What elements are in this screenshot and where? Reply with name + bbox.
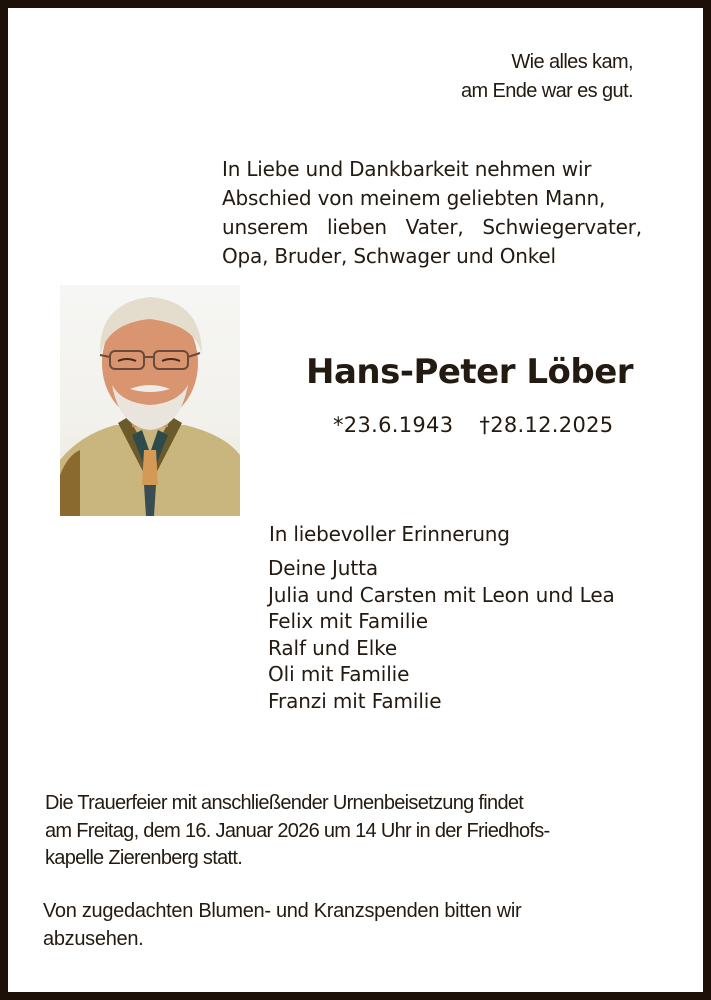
funeral-line: kapelle Zierenberg statt. bbox=[45, 847, 243, 869]
flowers-note bbox=[43, 897, 521, 953]
intro-word: unserem bbox=[222, 215, 309, 239]
mourners-heading: In liebevoller Erinnerung bbox=[269, 522, 510, 546]
funeral-notice bbox=[45, 790, 550, 873]
motto bbox=[461, 48, 633, 106]
portrait-photo bbox=[60, 285, 240, 516]
intro-word: Vater, bbox=[405, 215, 464, 239]
flowers-line: abzusehen. bbox=[43, 928, 144, 950]
intro-line: Abschied von meinem geliebten Mann, bbox=[222, 186, 606, 210]
intro-word: lieben bbox=[327, 215, 387, 239]
mourners-list bbox=[268, 555, 615, 714]
intro-word: Schwiegervater, bbox=[482, 215, 642, 239]
deceased-name: Hans-Peter Löber bbox=[306, 352, 634, 392]
intro-line-justified bbox=[222, 213, 642, 242]
motto-line: Wie alles kam, bbox=[511, 51, 633, 73]
mourner-entry: Ralf und Elke bbox=[268, 635, 398, 660]
funeral-line: Die Trauerfeier mit anschließender Urnenbeisetzung findet bbox=[45, 792, 524, 814]
life-dates bbox=[333, 413, 613, 437]
flowers-line: Von zugedachten Blumen- und Kranzspenden bitten wir bbox=[43, 900, 522, 922]
mourner-entry: Franzi mit Familie bbox=[268, 688, 442, 713]
intro-line: Opa, Bruder, Schwager und Onkel bbox=[222, 244, 556, 268]
mourner-entry: Julia und Carsten mit Leon und Lea bbox=[268, 582, 615, 607]
mourner-entry: Felix mit Familie bbox=[268, 609, 428, 633]
mourner-entry: Oli mit Familie bbox=[268, 662, 410, 686]
death-date: †28.12.2025 bbox=[479, 413, 614, 437]
motto-line: am Ende war es gut. bbox=[460, 80, 633, 102]
intro-text bbox=[222, 155, 642, 271]
funeral-line: am Freitag, dem 16. Januar 2026 um 14 Uhr in der Friedhofs- bbox=[45, 819, 550, 842]
intro-line: In Liebe und Dankbarkeit nehmen wir bbox=[222, 157, 592, 181]
portrait-illustration bbox=[60, 285, 240, 516]
mourner-entry: Deine Jutta bbox=[268, 556, 379, 580]
birth-date: *23.6.1943 bbox=[333, 413, 454, 437]
